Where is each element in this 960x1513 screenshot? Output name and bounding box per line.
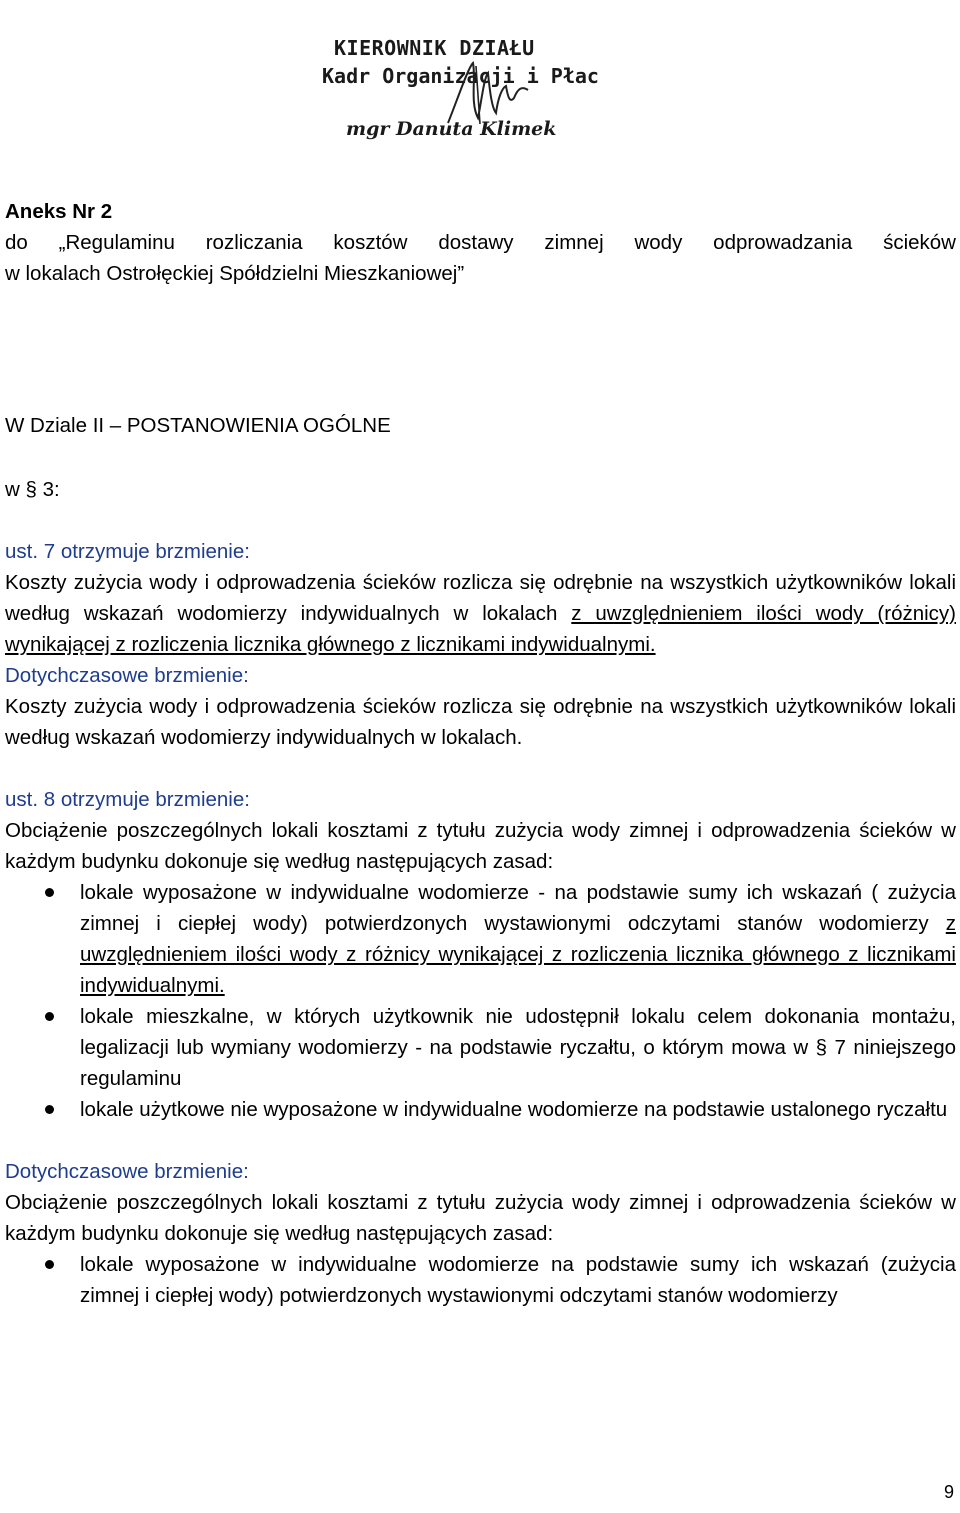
- section-heading: W Dziale II – POSTANOWIENIA OGÓLNE: [5, 414, 391, 437]
- list-item: [5, 1001, 956, 1094]
- ust7-old-text: Koszty zużycia wody i odprowadzenia ścieków rozlicza się odrębnie na wszystkich użytkowników lokali według wskazań wodomierzy indywidualnych w lokalach.: [5, 695, 956, 749]
- ust8-bullet1-plain: lokale wyposażone w indywidualne wodomierze - na podstawie sumy ich wskazań ( zużycia zimnej i ciepłej wody) potwierdzonych wystawionymi odczytami stanów wodomierzy: [80, 881, 956, 935]
- ust8-section: [5, 784, 956, 1311]
- ust8-bullet2: lokale mieszkalne, w których użytkownik nie udostępnił lokalu celem dokonania montażu, legalizacji lub wymiany wodomierzy - na podstawie ryczałtu, o którym mowa w § 7 niniejszego regulaminu: [80, 1005, 956, 1090]
- ust8-bullet1-underlined: z uwzględnieniem ilości wody z różnicy wynikającej z rozliczenia licznika głównego z licznikami indywidualnymi.: [80, 912, 956, 997]
- approval-stamp: [318, 28, 608, 158]
- page-number: 9: [943, 1482, 954, 1502]
- ust8-old-bullet-list: [5, 1249, 956, 1311]
- annex-subtitle-line-1: do „Regulaminu rozliczania kosztów dostawy zimnej wody odprowadzania ścieków: [5, 231, 956, 254]
- ust7-new-text: [5, 567, 956, 660]
- ust7-new-text-plain: Koszty zużycia wody i odprowadzenia ścieków rozlicza się odrębnie na wszystkich użytkowników lokali według wskazań wodomierzy indywidualnych w lokalach: [5, 571, 956, 625]
- ust8-label: ust. 8 otrzymuje brzmienie:: [5, 788, 250, 811]
- list-item: [5, 1249, 956, 1311]
- ust8-bullet3: lokale użytkowe nie wyposażone w indywidualne wodomierze na podstawie ustalonego ryczałtu: [80, 1098, 948, 1121]
- stamp-line-3: mgr Danuta Klimek: [346, 118, 557, 140]
- annex-subtitle-line-2: w lokalach Ostrołęckiej Spółdzielni Mieszkaniowej”: [5, 262, 465, 285]
- ust7-section: [5, 536, 956, 753]
- ust7-label: ust. 7 otrzymuje brzmienie:: [5, 540, 250, 563]
- list-item: [5, 877, 956, 1001]
- stamp-line-2: Kadr Organizacji i Płac: [322, 64, 599, 88]
- paragraph-reference: w § 3:: [5, 478, 60, 501]
- ust8-bullet-list: [5, 877, 956, 1125]
- ust7-old-label: Dotychczasowe brzmienie:: [5, 664, 249, 687]
- annex-header: [5, 196, 956, 289]
- document-body: [5, 196, 956, 1311]
- ust8-old-intro: Obciążenie poszczególnych lokali kosztami z tytułu zużycia wody zimnej i odprowadzenia ścieków w każdym budynku dokonuje się według następujących zasad:: [5, 1191, 956, 1245]
- annex-title: Aneks Nr 2: [5, 200, 113, 223]
- bullet-icon: [45, 1260, 54, 1269]
- bullet-icon: [45, 1012, 54, 1021]
- ust8-intro: Obciążenie poszczególnych lokali kosztami z tytułu zużycia wody zimnej i odprowadzenia ścieków w każdym budynku dokonuje się według następujących zasad:: [5, 819, 956, 873]
- ust8-old-bullet1: lokale wyposażone w indywidualne wodomierze na podstawie sumy ich wskazań (zużycia zimnej i ciepłej wody) potwierdzonych wystawionymi odczytami stanów wodomierzy: [80, 1253, 956, 1307]
- list-item: [5, 1094, 956, 1125]
- stamp-line-1: KIEROWNIK DZIAŁU: [334, 36, 535, 60]
- ust8-old-label: Dotychczasowe brzmienie:: [5, 1160, 249, 1183]
- bullet-icon: [45, 888, 54, 897]
- bullet-icon: [45, 1105, 54, 1114]
- ust7-new-text-underlined: z uwzględnieniem ilości wody (różnicy) wynikającej z rozliczenia licznika głównego z licznikami indywidualnymi.: [5, 602, 956, 656]
